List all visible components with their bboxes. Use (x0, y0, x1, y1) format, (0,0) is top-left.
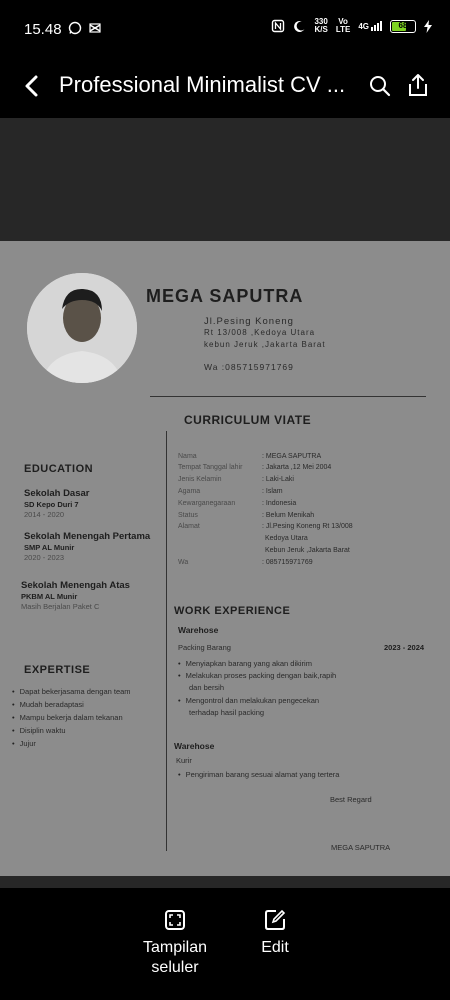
app-bar (0, 60, 450, 118)
personal-value: : MEGA SAPUTRA (262, 453, 322, 460)
personal-label: Jenis Kelamin (178, 476, 222, 483)
document-title: Professional Minimalist CV ... (59, 72, 346, 97)
job-duty: • Melakukan proses packing dengan baik,rapih (178, 671, 336, 680)
closing-text: Best Regard (330, 795, 372, 804)
phone-number: Wa :085715971769 (204, 362, 294, 372)
document-viewer[interactable] (0, 118, 450, 888)
job-duty: dan bersih (189, 683, 225, 692)
personal-value: : Belum Menikah (262, 512, 315, 519)
personal-value: : Jl.Pesing Koneng Rt 13/008 (262, 523, 353, 530)
personal-label: Nama (178, 453, 197, 460)
whatsapp-icon (68, 21, 82, 35)
expertise-item: • Disiplin waktu (12, 726, 66, 735)
column-divider (166, 431, 167, 851)
personal-value: : Laki-Laki (262, 476, 294, 483)
education-school: Sekolah Menengah Atas (21, 580, 130, 591)
education-school: Sekolah Menengah Pertama (24, 531, 151, 542)
personal-value: : Indonesia (262, 500, 297, 507)
mobile-view-button[interactable] (125, 908, 225, 978)
personal-value: Kedoya Utara (265, 535, 308, 542)
work-experience-title: WORK EXPERIENCE (174, 605, 291, 617)
education-name: SD Kepo Duri 7 (24, 500, 79, 509)
bottom-action-bar (0, 888, 450, 1000)
personal-label: Status (178, 512, 198, 519)
personal-label: Wa (178, 559, 189, 566)
volte-indicator: Vo LTE (335, 17, 351, 34)
search-icon[interactable] (368, 74, 392, 98)
education-school: Sekolah Dasar (24, 488, 90, 499)
job-company: Warehose (174, 741, 215, 751)
cv-heading: CURRICULUM VIATE (184, 413, 312, 427)
edit-button[interactable] (225, 908, 325, 958)
edit-label: Edit (261, 939, 289, 956)
job-duty: • Menyiapkan barang yang akan dikirim (178, 659, 312, 668)
personal-label: Kewarganegaraan (178, 500, 236, 507)
address-line-2: Rt 13/008 ,Kedoya Utara (204, 328, 316, 337)
job-duty: • Mengontrol dan melakukan pengecekan (178, 696, 319, 705)
network-speed: 330 K/S (314, 17, 328, 34)
job-company: Warehose (178, 625, 219, 635)
education-name: PKBM AL Munir (21, 592, 78, 601)
personal-value: : Islam (262, 488, 283, 495)
battery-icon: 68 (390, 20, 416, 33)
status-notification-icons (68, 21, 102, 35)
capcut-icon (88, 21, 102, 35)
personal-label: Alamat (178, 523, 200, 530)
education-years: 2020 - 2023 (24, 553, 65, 562)
signature-name: MEGA SAPUTRA (331, 843, 391, 852)
education-years: Masih Berjalan Paket C (21, 602, 100, 611)
address-line-3: kebun Jeruk ,Jakarta Barat (204, 340, 326, 349)
profile-photo (27, 273, 137, 383)
personal-value: Kebun Jeruk ,Jakarta Barat (265, 547, 350, 554)
personal-label: Agama (178, 488, 201, 495)
expertise-item: • Dapat bekerjasama dengan team (12, 687, 131, 696)
fullscreen-frame-icon (163, 908, 187, 932)
expertise-item: • Mampu bekerja dalam tekanan (12, 713, 123, 722)
expertise-item: • Jujur (12, 739, 36, 748)
status-time: 15.48 (24, 21, 62, 38)
charging-icon (424, 20, 432, 33)
back-arrow-icon[interactable] (18, 72, 46, 100)
job-period: 2023 - 2024 (384, 643, 425, 652)
personal-value: : Jakarta ,12 Mei 2004 (262, 464, 332, 471)
status-system-icons (271, 18, 432, 34)
personal-label: Tempat Tanggal lahir (178, 464, 243, 471)
address-line-1: Jl.Pesing Koneng (204, 316, 294, 327)
nfc-icon (271, 19, 285, 33)
education-title: EDUCATION (24, 463, 94, 475)
share-icon[interactable] (406, 72, 430, 98)
education-years: 2014 - 2020 (24, 510, 65, 519)
mobile-view-label: Tampilan seluler (142, 939, 208, 976)
expertise-title: EXPERTISE (24, 664, 91, 676)
job-role: Packing Barang (178, 643, 231, 652)
cv-name: MEGA SAPUTRA (146, 286, 304, 306)
cv-page (0, 241, 450, 876)
job-duty: terhadap hasil packing (189, 708, 265, 717)
job-duty: • Pengiriman barang sesuai alamat yang tertera (178, 770, 339, 779)
edit-icon (263, 908, 287, 932)
job-role: Kurir (176, 756, 192, 765)
education-name: SMP AL Munir (24, 543, 75, 552)
personal-value: : 085715971769 (262, 559, 313, 566)
expertise-item: • Mudah beradaptasi (12, 700, 84, 709)
do-not-disturb-icon (293, 20, 306, 33)
header-divider (150, 396, 426, 397)
status-bar (0, 0, 450, 60)
signal-icon: 4G (358, 21, 382, 31)
